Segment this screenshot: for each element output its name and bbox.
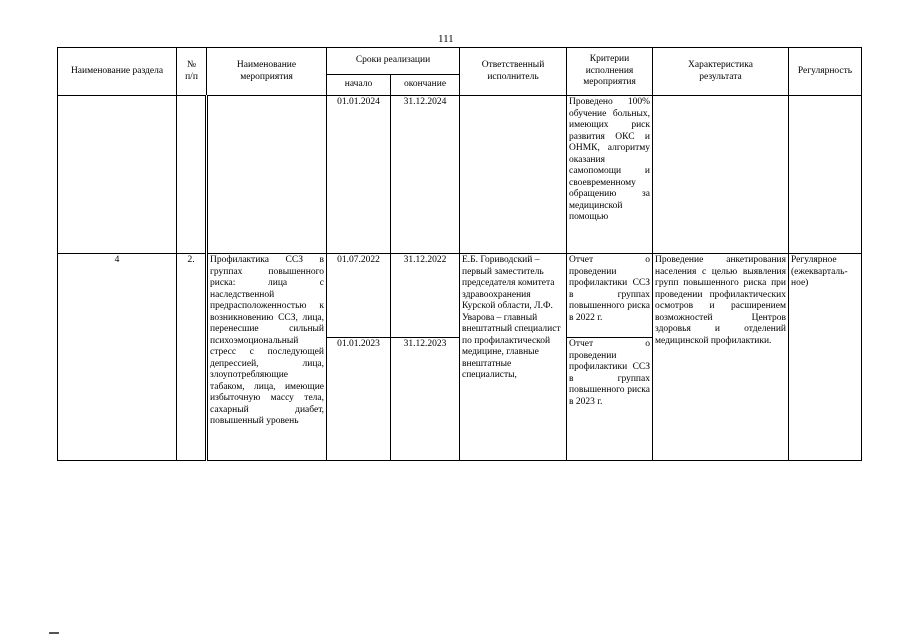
header-criteria: Критерии исполнения мероприятия [567,48,653,96]
cell-result-empty [653,96,789,254]
cell-regularity-empty [789,96,862,254]
cell-event: Профилактика ССЗ в группах повышенного риска: лица с наследственной предрасположенностью к возникновению ССЗ, лица, перенесшие сильный психоэмоциональный стресс с последующей депрессией, лица, злоупотребляющие табаком, лица, имеющие избыточную массу тела, сахарный диабет, повышенный уровень [207,254,327,461]
cell-regularity: Регулярное (ежекварталь-ное) [789,254,862,461]
header-responsible: Ответственный исполнитель [460,48,567,96]
scan-artifact [49,632,59,634]
page-number: 111 [438,33,454,45]
header-num: № п/п [177,48,207,96]
cell-period1-start: 01.07.2022 [327,254,391,338]
cell-criteria: Проведено 100% обучение больных, имеющих риск развития ОКС и ОНМК, алгоритму оказания самопомощи и своевременному обращению за медицинской помощью [567,96,653,254]
table-row-main [58,254,862,338]
header-regularity: Регулярность [789,48,862,96]
cell-event-empty [207,96,327,254]
cell-section-empty [58,96,177,254]
cell-period1-end: 31.12.2022 [391,254,460,338]
cell-start: 01.01.2024 [327,96,391,254]
cell-section: 4 [58,254,177,461]
header-result: Характеристика результата [653,48,789,96]
header-section: Наименование раздела [58,48,177,96]
header-start: начало [327,75,391,96]
cell-period2-start: 01.01.2023 [327,338,391,461]
cell-num: 2. [177,254,207,461]
plan-table [57,47,862,461]
table-row-continuation [58,96,862,254]
cell-criteria-2023: Отчет о проведении профилактики ССЗ в группах повышенного риска в 2023 г. [567,338,653,461]
cell-end: 31.12.2024 [391,96,460,254]
cell-num-empty [177,96,207,254]
header-terms: Сроки реализации [327,48,460,75]
header-end: окончание [391,75,460,96]
cell-period2-end: 31.12.2023 [391,338,460,461]
cell-responsible-empty [460,96,567,254]
header-event: Наименование мероприятия [207,48,327,96]
cell-criteria-2022: Отчет о проведении профилактики ССЗ в группах повышенного риска в 2022 г. [567,254,653,338]
cell-result: Проведение анкетирования населения с целью выявления групп повышенного риска при проведении профилактических осмотров и расширением возможностей Центров здоровья и отделений медицинской профилактики. [653,254,789,461]
cell-responsible: Е.Б. Гориводский – первый заместитель председателя комитета здравоохранения Курской области, Л.Ф. Уварова – главный внештатный специалист по профилактической медицине, главные внештатные специалисты, [460,254,567,461]
